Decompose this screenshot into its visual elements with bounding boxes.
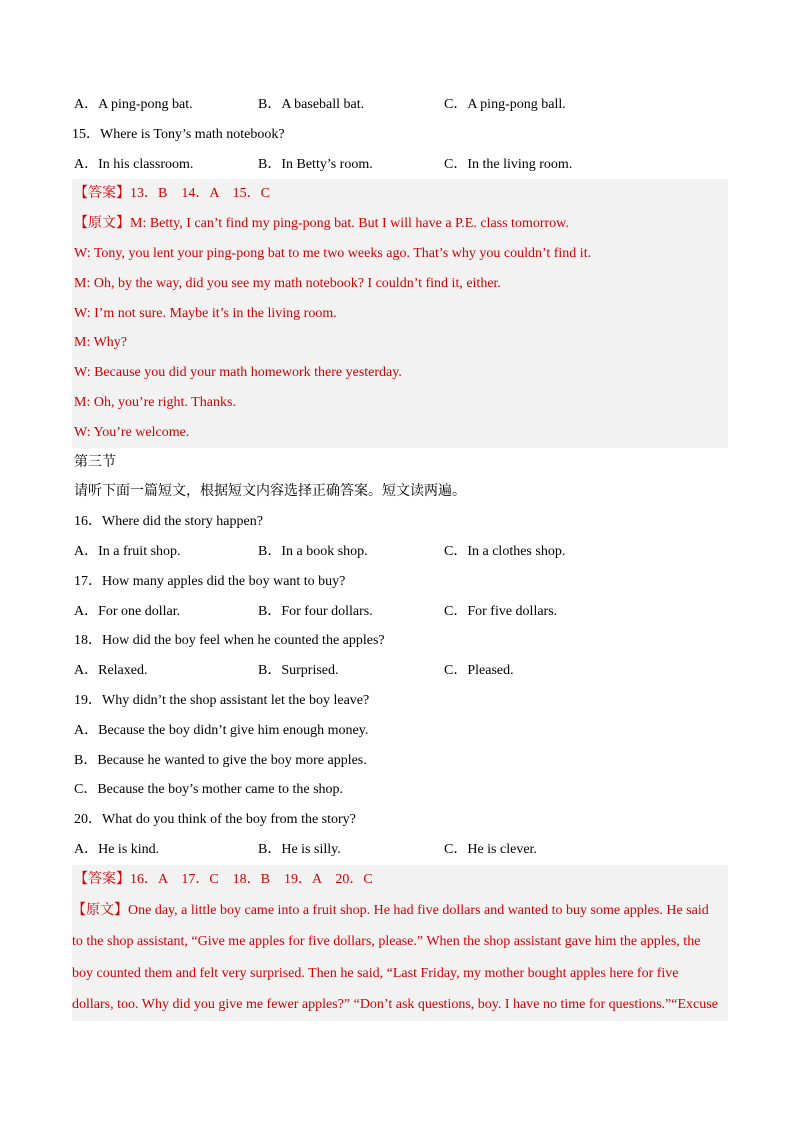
q20-question: 20．What do you think of the boy from the story? — [74, 812, 356, 828]
q18-option-c: C．Pleased. — [444, 663, 514, 679]
q19-option-b: B．Because he wanted to give the boy more apples. — [74, 752, 367, 768]
q14-options — [72, 90, 728, 120]
q15-question: 15．Where is Tony’s math notebook? — [72, 126, 285, 142]
answer-block-1 — [72, 179, 728, 447]
script-line: M: Why? — [74, 335, 128, 351]
q17-option-c: C．For five dollars. — [444, 603, 558, 619]
answer-block-2 — [72, 865, 728, 1021]
q20-option-c: C．He is clever. — [444, 841, 537, 857]
q15-option-c: C．In the living room. — [444, 156, 573, 172]
script-line: W: I’m not sure. Maybe it’s in the living room. — [74, 305, 337, 321]
q14-option-c: C．A ping-pong ball. — [444, 97, 566, 112]
q18-option-b: B．Surprised. — [258, 663, 339, 679]
q14-option-b: B．A baseball bat. — [258, 97, 365, 112]
answer-line-2: 【答案】16．A 17．C 18．B 19．A 20．C — [74, 871, 373, 887]
q20-options — [72, 835, 728, 865]
q17-option-a: A．For one dollar. — [74, 603, 181, 619]
section-instruction: 请听下面一篇短文，根据短文内容选择正确答案。短文读两遍。 — [74, 484, 466, 500]
script-paragraph-line: to the shop assistant, “Give me apples for five dollars, please.” When the shop assistant gave him the apples, the — [72, 934, 701, 950]
q14-option-a: A．A ping-pong bat. — [74, 97, 193, 112]
q15-options — [72, 150, 728, 180]
script-paragraph — [72, 895, 728, 1021]
q18-options — [72, 656, 728, 686]
q16-options — [72, 537, 728, 567]
q20-option-b: B．He is silly. — [258, 841, 341, 857]
script-line: W: Tony, you lent your ping-pong bat to me two weeks ago. That’s why you couldn’t find it. — [74, 245, 592, 261]
q15-option-a: A．In his classroom. — [74, 156, 194, 172]
q20-option-a: A．He is kind. — [74, 841, 160, 857]
q18-option-a: A．Relaxed. — [74, 663, 148, 679]
script-line: M: Oh, by the way, did you see my math notebook? I couldn’t find it, either. — [74, 275, 501, 291]
q16-question: 16．Where did the story happen? — [74, 514, 263, 530]
script-line: M: Oh, you’re right. Thanks. — [74, 394, 236, 410]
q16-option-a: A．In a fruit shop. — [74, 543, 181, 559]
q17-option-b: B．For four dollars. — [258, 603, 373, 619]
q19-question: 19．Why didn’t the shop assistant let the boy leave? — [74, 692, 370, 708]
q19-option-a: A．Because the boy didn’t give him enough money. — [74, 722, 369, 738]
q16-option-c: C．In a clothes shop. — [444, 543, 566, 559]
script-line: 【原文】M: Betty, I can’t find my ping-pong bat. But I will have a P.E. class tomorrow. — [74, 216, 569, 232]
script-line: W: You’re welcome. — [74, 424, 190, 440]
section-title: 第三节 — [74, 454, 116, 470]
script-paragraph-line: 【原文】One day, a little boy came into a fruit shop. He had five dollars and wanted to buy some apples. He said — [72, 902, 709, 918]
document-page — [72, 90, 728, 1021]
script-line: W: Because you did your math homework there yesterday. — [74, 365, 402, 381]
q16-option-b: B．In a book shop. — [258, 543, 368, 559]
script-paragraph-line: boy counted them and felt very surprised. Then he said, “Last Friday, my mother bought apples here for five — [72, 965, 679, 981]
q18-question: 18．How did the boy feel when he counted the apples? — [74, 633, 385, 649]
script-paragraph-line: dollars, too. Why did you give me fewer apples?” “Don’t ask questions, boy. I have no time for questions.”“Excuse — [72, 997, 718, 1013]
answer-line-1: 【答案】13．B 14．A 15．C — [74, 186, 271, 202]
q17-question: 17．How many apples did the boy want to buy? — [74, 573, 346, 589]
q15-option-b: B．In Betty’s room. — [258, 156, 373, 172]
q17-options — [72, 597, 728, 627]
q19-option-c: C．Because the boy’s mother came to the shop. — [74, 782, 344, 798]
